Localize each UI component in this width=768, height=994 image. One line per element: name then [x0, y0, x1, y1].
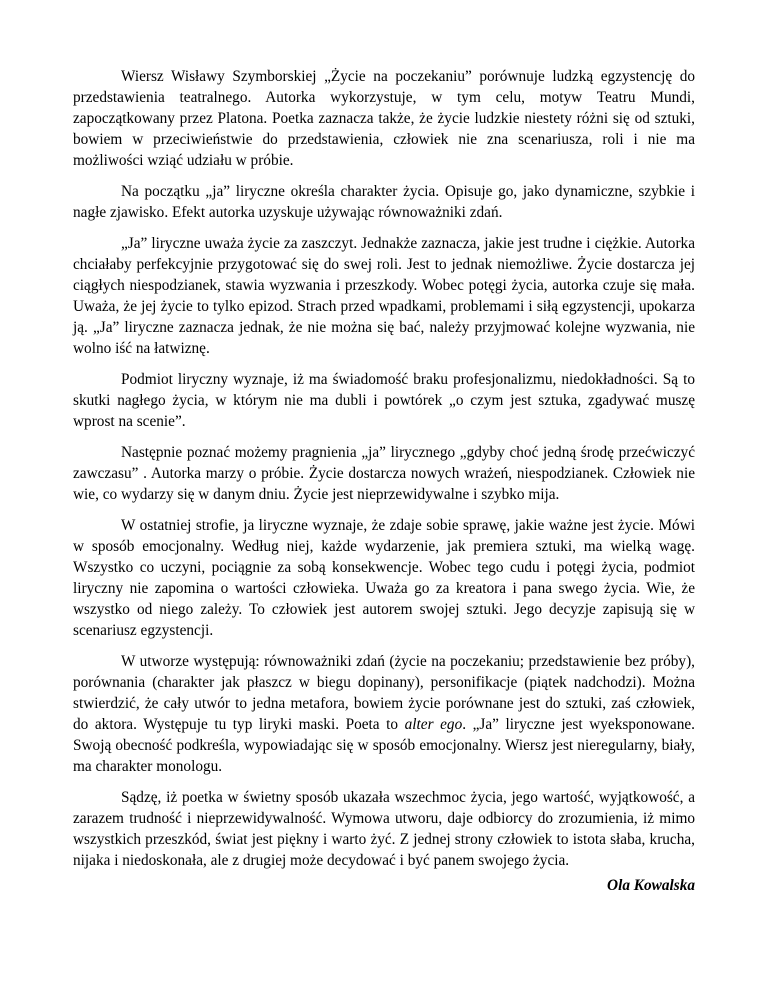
paragraph-wishes: Następnie poznać możemy pragnienia „ja” lirycznego „gdyby choć jedną środę przećwiczyć zawczasu” . Autorka marzy o próbie. Życie dostarcza nowych wrażeń, niespodzianek. Człowiek nie wie, co wydarzy się w danym dniu. Życie jest nieprzewidywalne i szybko mija. [73, 444, 695, 503]
author-signature: Ola Kowalska [607, 877, 695, 894]
paragraph-professionalism: Podmiot liryczny wyznaje, iż ma świadomość braku profesjonalizmu, niedokładności. Są to skutki nagłego życia, w którym nie ma dubli i powtórek „o czym jest sztuka, zgadywać muszę wprost na scenie”. [73, 371, 695, 430]
paragraph-life-character: Na początku „ja” liryczne określa charakter życia. Opisuje go, jako dynamiczne, szybkie i nagłe zjawisko. Efekt autorka uzyskuje używając równoważniki zdań. [73, 183, 695, 221]
paragraph-devices-text-before: W utworze występują: równoważniki zdań (życie na poczekaniu; przedstawienie bez próby), porównania (charakter jak płaszcz w biegu dopinany), personifikacje (piątek nadchodzi). Można stwierdzić, że cały utwór to jedna metafora, bowiem życie porównane jest do sztuki, zaś człowiek, do aktora. Występuje tu typ liryki maski. Poeta to [73, 653, 695, 733]
paragraph-devices-text-after: . „Ja” liryczne jest wyeksponowane. Swoją obecność podkreśla, wypowiadając się w sposób emocjonalny. Wiersz jest nieregularny, biały, ma charakter monologu. [73, 716, 695, 775]
paragraph-devices-emphasis: alter ego [404, 716, 463, 733]
paragraph-conclusion: Sądzę, iż poetka w świetny sposób ukazała wszechmoc życia, jego wartość, wyjątkowość, a zarazem trudność i nieprzewidywalność. Wymowa utworu, daje odbiorcy do zrozumienia, iż mimo wszystkich przeszkód, świat jest piękny i warto żyć. Z jednej strony człowiek to istota słaba, krucha, nijaka i niedoskonała, ale z drugiej może decydować i być panem swojego życia. [73, 789, 695, 869]
paragraph-intro: Wiersz Wisławy Szymborskiej „Życie na poczekaniu” porównuje ludzką egzystencję do przedstawienia teatralnego. Autorka wykorzystuje, w tym celu, motyw Teatru Mundi, zapoczątkowany przez Platona. Poetka zaznacza także, że życie ludzkie niestety różni się od sztuki, bowiem w przeciwieństwie do przedstawienia, człowiek nie zna scenariusza, roli i nie ma możliwości wziąć udziału w próbie. [73, 68, 695, 169]
paragraph-devices [73, 651, 695, 777]
paragraph-life-honor: „Ja” liryczne uważa życie za zaszczyt. Jednakże zaznacza, jakie jest trudne i ciężkie. Autorka chciałaby perfekcyjnie przygotować się do swej roli. Jest to jednak niemożliwe. Życie dostarcza jej ciągłych niespodzianek, stawia wyzwania i przeszkody. Wobec potęgi życia, autorka czuje się mała. Uważa, że jej życie to tylko epizod. Strach przed wpadkami, problemami i siłą egzystencji, upokarza ją. „Ja” liryczne zaznacza jednak, że nie można się bać, należy przyjmować kolejne wyzwania, nie wolno iść na łatwiznę. [73, 235, 695, 357]
paragraph-last-stanza: W ostatniej strofie, ja liryczne wyznaje, że zdaje sobie sprawę, jakie ważne jest życie. Mówi w sposób emocjonalny. Według niej, każde wydarzenie, jak premiera sztuki, ma wielką wagę. Wszystko co uczyni, pociągnie za sobą konsekwencje. Wobec tego cudu i potęgi życia, podmiot liryczny nie zapomina o wartości człowieka. Uważa go za kreatora i pana swego życia. Wie, że wszystko od niego zależy. To człowiek jest autorem swojej sztuki. Jego decyzje zapisują się w scenariusz egzystencji. [73, 517, 695, 639]
